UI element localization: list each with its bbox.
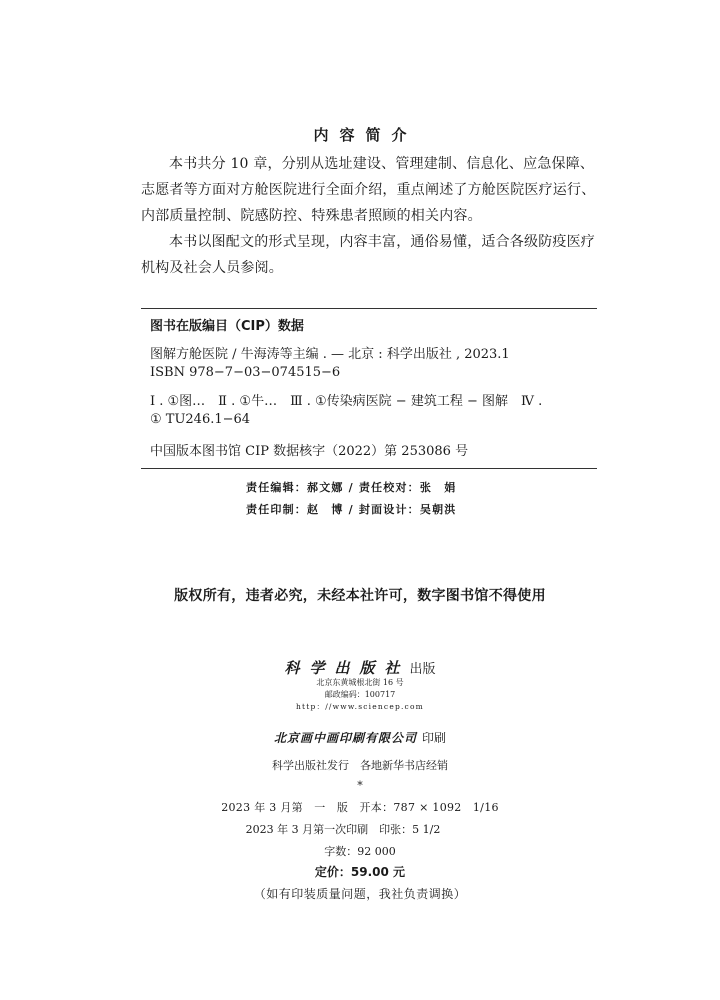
cover-designer-value: 吴朝洪	[419, 503, 457, 516]
proofreader-value: 张 娟	[419, 481, 457, 494]
editor-label: 责任编辑：	[246, 481, 307, 494]
publisher-line	[0, 657, 720, 678]
printer-name: 北京画中画印刷有限公司	[273, 731, 417, 745]
cip-classification-line: Ⅰ . ①图… Ⅱ . ①牛… Ⅲ . ①传染病医院 − 建筑工程 − 图解 Ⅳ .	[150, 394, 543, 409]
edition-line: 2023 年 3 月第 一 版 开本：787 × 1092 1/16	[221, 801, 499, 814]
printer-line	[0, 727, 720, 746]
copyright-notice: 版权所有，违者必究，未经本社许可，数字图书馆不得使用	[174, 588, 546, 604]
printing-manager-label: 责任印制：	[246, 503, 307, 516]
cip-entry-line: 图解方舱医院 / 牛海涛等主编 . — 北京 : 科学出版社 , 2023.1	[150, 347, 510, 362]
top-divider	[141, 308, 597, 309]
price: 定价：59.00 元	[314, 865, 406, 879]
cip-heading: 图书在版编目（CIP）数据	[150, 319, 304, 334]
editor-value: 郝文娜	[307, 481, 344, 494]
publisher-address: 北京东黄城根北街 16 号	[316, 678, 404, 687]
bottom-divider	[141, 468, 597, 469]
quality-note: （如有印装质量问题，我社负责调换）	[253, 887, 467, 901]
cip-library-record: 中国版本图书馆 CIP 数据核字（2022）第 253086 号	[150, 444, 469, 459]
printer-suffix: 印刷	[422, 731, 447, 745]
intro-paragraph: 本书共分 10 章，分别从选址建设、管理建制、信息化、应急保障、志愿者等方面对方舱医院进行全面介绍，重点阐述了方舱医院医疗运行、内部质量控制、院感防控、特殊患者照顾的相关内容。	[141, 156, 596, 224]
publisher-name: 科学出版社	[284, 659, 410, 677]
publisher-suffix: 出版	[409, 662, 436, 677]
proofreader-label: / 责任校对：	[348, 481, 420, 494]
intro-paragraph: 本书以图配文的形式呈现，内容丰富，通俗易懂，适合各级防疫医疗机构及社会人员参阅。	[141, 234, 595, 276]
intro-title: 内容简介	[313, 126, 418, 144]
publisher-postcode: 邮政编码：100717	[324, 690, 396, 699]
publisher-website: http：//www.sciencep.com	[296, 702, 424, 711]
word-count: 字数：92 000	[324, 845, 396, 858]
distribution-line: 科学出版社发行 各地新华书店经销	[272, 759, 448, 772]
printing-manager-value: 赵 博	[307, 503, 344, 516]
intro-section	[141, 151, 601, 281]
cip-classification-line: ① TU246.1−64	[150, 412, 251, 427]
credit-line	[246, 501, 457, 517]
cip-isbn: ISBN 978−7−03−074515−6	[150, 365, 341, 380]
printing-line: 2023 年 3 月第一次印刷 印张：5 1/2	[245, 823, 441, 836]
separator-mark: *	[357, 779, 363, 792]
cover-designer-label: / 封面设计：	[348, 503, 420, 516]
credit-line	[246, 479, 457, 495]
